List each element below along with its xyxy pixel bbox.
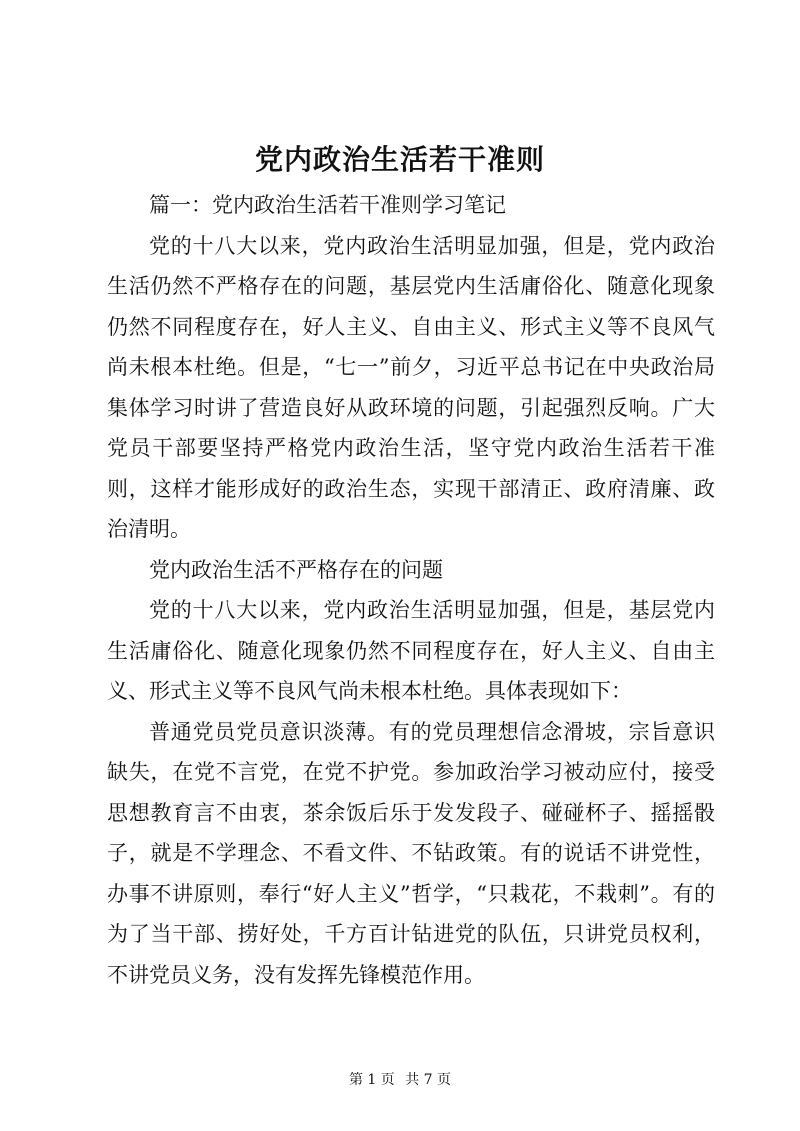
section-heading: 篇一：党内政治生活若干准则学习笔记	[149, 193, 506, 217]
document-title: 党内政治生活若干准则	[254, 143, 545, 176]
page-number: 第 1 页	[348, 1072, 395, 1088]
page-footer	[0, 1070, 800, 1090]
body-paragraph: 党的十八大以来，党内政治生活明显加强，但是，党内政治生活仍然不严格存在的问题，基层党内生活庸俗化、随意化现象仍然不同程度存在，好人主义、自由主义、形式主义等不良风气尚未根本杜绝。但是，“七一”前夕，习近平总书记在中央政治局集体学习时讲了营造良好从政环境的问题，引起强烈反响。广大党员干部要坚持严格党内政治生活，坚守党内政治生活若干准则，这样才能形成好的政治生态，实现干部清正、政府清廉、政治清明。	[107, 233, 715, 541]
body-paragraph: 党的十八大以来，党内政治生活明显加强，但是，基层党内生活庸俗化、随意化现象仍然不同程度存在，好人主义、自由主义、形式主义等不良风气尚未根本杜绝。具体表现如下：	[107, 598, 715, 703]
subsection-heading: 党内政治生活不严格存在的问题	[149, 557, 443, 582]
document-body	[107, 185, 715, 995]
page-total: 共 7 页	[405, 1072, 452, 1088]
body-paragraph: 普通党员党员意识淡薄。有的党员理想信念滑坡，宗旨意识缺失，在党不言党，在党不护党。参加政治学习被动应付，接受思想教育言不由衷，茶余饭后乐于发发段子、碰碰杯子、摇摇骰子，就是不学理念、不看文件、不钻政策。有的说话不讲党性，办事不讲原则，奉行“好人主义”哲学，“只栽花，不栽刺”。有的为了当干部、捞好处，千方百计钻进党的队伍，只讲党员权利，不讲党员义务，没有发挥先锋模范作用。	[107, 719, 715, 987]
